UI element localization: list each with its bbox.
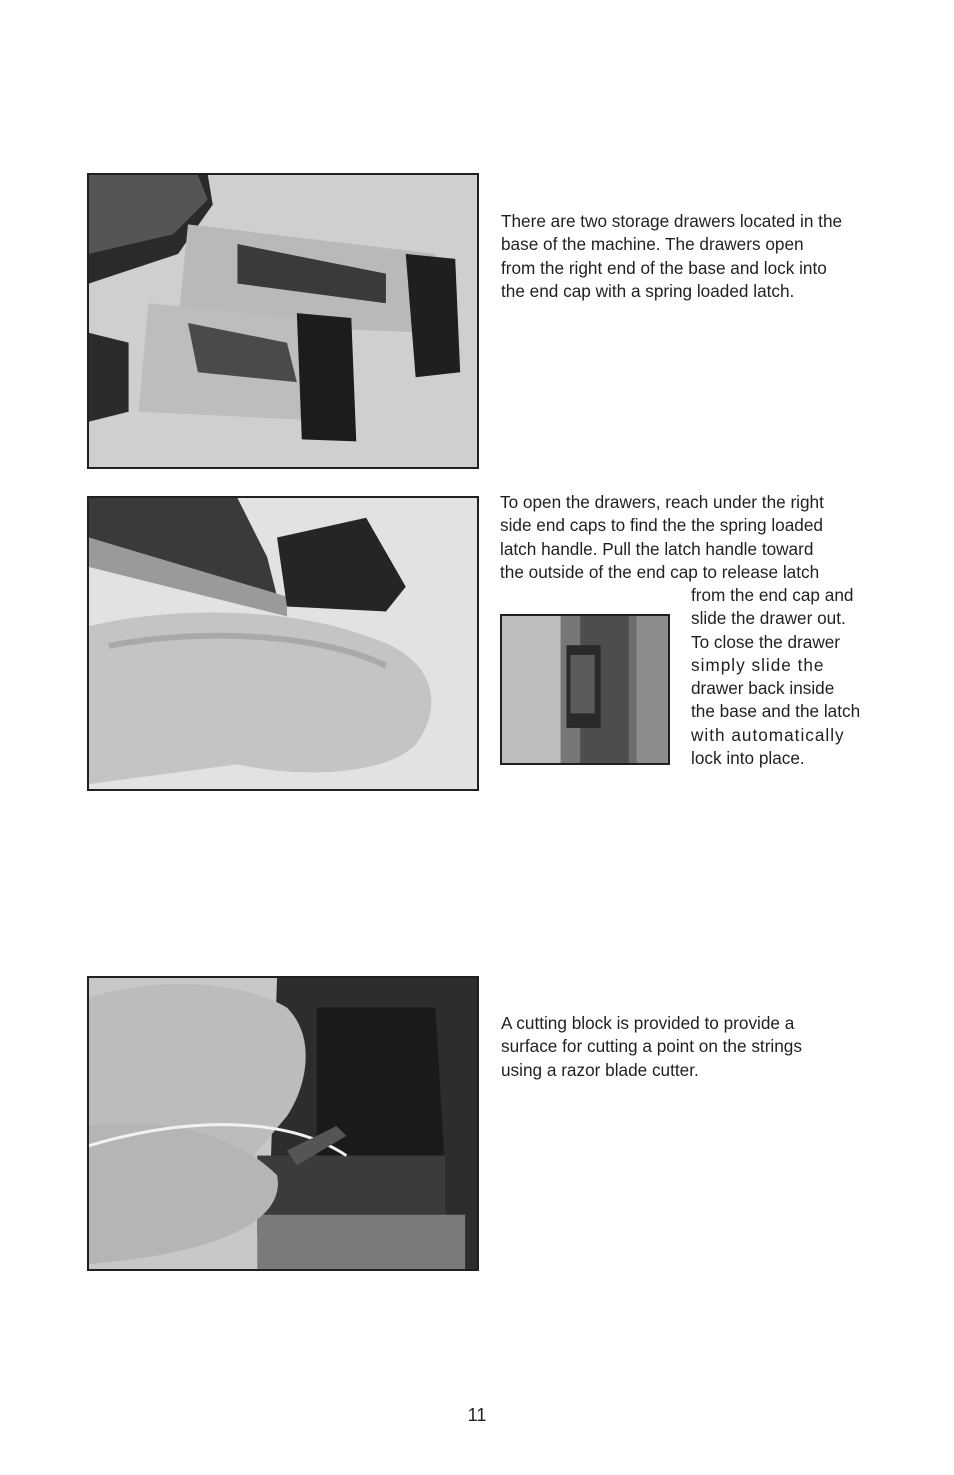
storage-drawers-photo: [87, 173, 479, 469]
cutting-block-description: [501, 1012, 802, 1082]
cutting-block-photo: [87, 976, 479, 1271]
text-line: side end caps to find the the spring loaded: [500, 515, 823, 536]
close-drawers-instructions: [691, 584, 860, 770]
text-line: There are two storage drawers located in the: [501, 211, 843, 231]
text-line: using a razor blade cutter.: [501, 1059, 699, 1080]
text-line: from the end cap and: [691, 585, 854, 605]
page-number: 11: [467, 1405, 487, 1425]
text-line: the outside of the end cap to release latch: [500, 561, 820, 582]
text-line: the base and the latch: [691, 701, 861, 722]
drawers-description: [501, 210, 842, 303]
text-line: drawer back inside: [691, 678, 835, 699]
text-line: surface for cutting a point on the strings: [501, 1036, 802, 1057]
text-line: from the right end of the base and lock into: [501, 257, 827, 278]
text-line: A cutting block is provided to provide a: [501, 1013, 795, 1033]
text-line: To open the drawers, reach under the right: [500, 492, 824, 512]
text-line: the end cap with a spring loaded latch.: [501, 280, 795, 301]
text-line: lock into place.: [691, 748, 805, 769]
open-drawer-photo: [87, 496, 479, 791]
text-line: slide the drawer out.: [691, 608, 846, 629]
text-line: simply slide the: [691, 654, 825, 675]
text-line: latch handle. Pull the latch handle toward: [500, 538, 814, 559]
text-line: with automatically: [691, 724, 845, 745]
open-drawers-instructions: [500, 491, 824, 584]
latch-detail-photo: [500, 614, 670, 765]
text-line: base of the machine. The drawers open: [501, 234, 804, 255]
text-line: To close the drawer: [691, 631, 841, 652]
